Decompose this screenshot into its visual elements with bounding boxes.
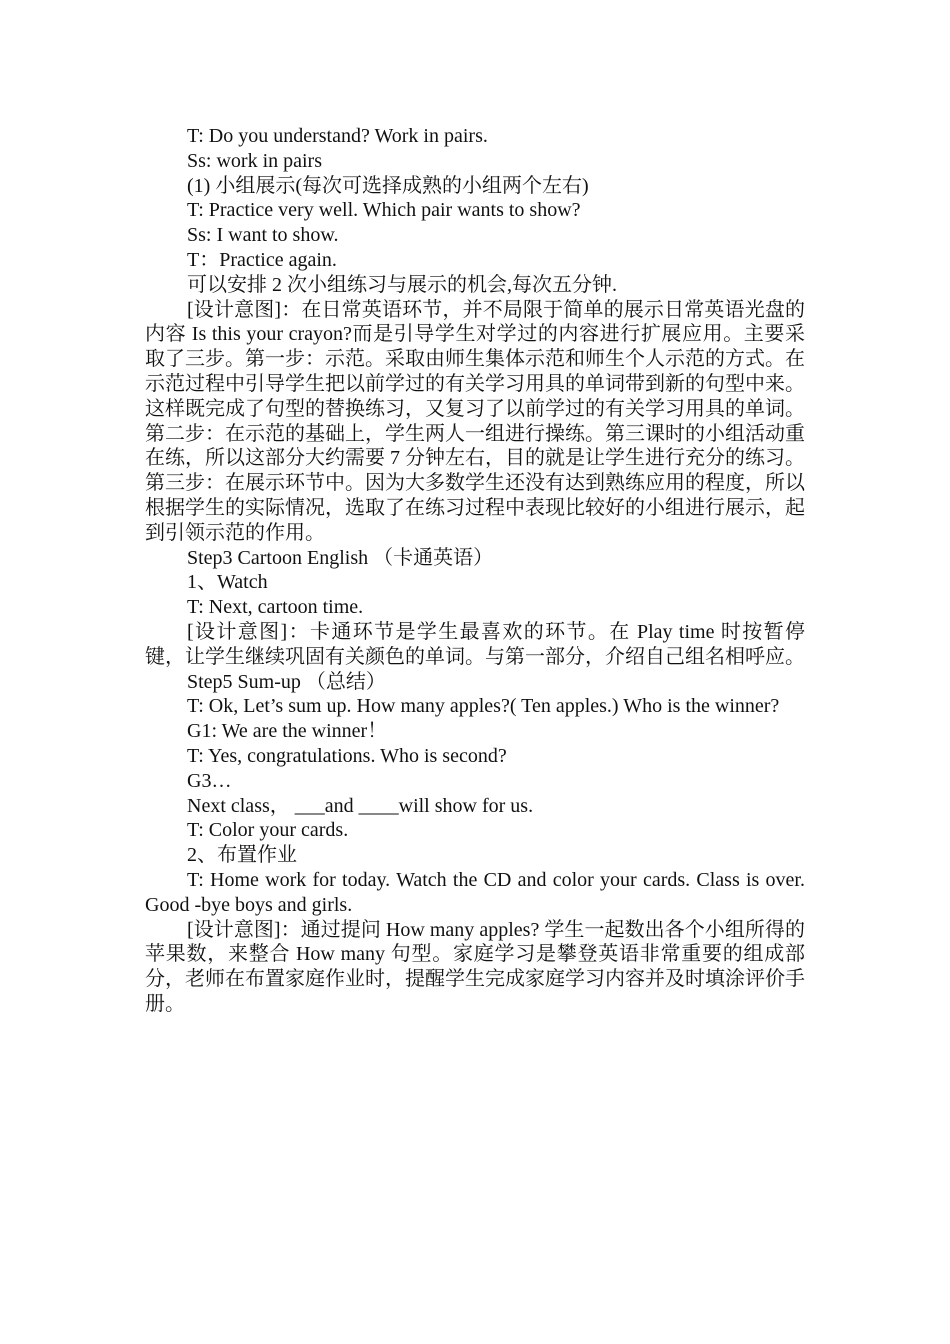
substep-heading: 2、布置作业 <box>187 844 297 867</box>
dialogue-line: T: Home work for today. Watch the CD and color your cards. Class is over. Good -bye boys and girls. <box>145 868 805 916</box>
dialogue-line: G1: We are the winner！ <box>187 720 388 743</box>
design-intent-paragraph: [设计意图]：在日常英语环节，并不局限于简单的展示日常英语光盘的内容 Is this your crayon?而是引导学生对学过的内容进行扩展应用。主要采取了三步。第一步：示范。采取由师生集体示范和师生个人示范的方式。在示范过程中引导学生把以前学过的有关学习用具的单词带到新的句型中来。这样既完成了句型的替换练习，又复习了以前学过的有关学习用具的单词。第二步：在示范的基础上，学生两人一组进行操练。第三课时的小组活动重在练，所以这部分大约需要 7 分钟左右，目的就是让学生进行充分的练习。第三步：在展示环节中。因为大多数学生还没有达到熟练应用的程度，所以根据学生的实际情况，选取了在练习过程中表现比较好的小组进行展示，起到引领示范的作用。 <box>145 298 805 544</box>
step-heading: Step3 Cartoon English （卡通英语） <box>187 546 494 569</box>
section-note: (1) 小组展示(每次可选择成熟的小组两个左右) <box>187 174 589 197</box>
dialogue-line: T: Yes, congratulations. Who is second? <box>187 744 507 767</box>
dialogue-line: Next class， ___and ____will show for us. <box>187 794 534 817</box>
dialogue-line: T: Color your cards. <box>187 819 349 842</box>
dialogue-line: G3… <box>187 769 232 792</box>
step-heading: Step5 Sum-up （总结） <box>187 670 386 693</box>
dialogue-line: T：Practice again. <box>187 248 337 271</box>
document-body <box>145 124 805 1017</box>
dialogue-line: T: Ok, Let’s sum up. How many apples?( Ten apples.) Who is the winner? <box>187 695 780 718</box>
dialogue-line: Ss: work in pairs <box>187 149 322 172</box>
dialogue-line: Ss: I want to show. <box>187 224 339 247</box>
dialogue-line: T: Do you understand? Work in pairs. <box>187 125 488 147</box>
design-intent-paragraph: [设计意图]：卡通环节是学生最喜欢的环节。在 Play time 时按暂停键，让学生继续巩固有关颜色的单词。与第一部分，介绍自己组名相呼应。 <box>145 620 805 668</box>
substep-heading: 1、Watch <box>187 571 268 594</box>
design-intent-paragraph: [设计意图]：通过提问 How many apples? 学生一起数出各个小组所得的苹果数，来整合 How many 句型。家庭学习是攀登英语非常重要的组成部分，老师在布置家庭作业时，提醒学生完成家庭学习内容并及时填涂评价手册。 <box>145 918 805 1015</box>
dialogue-line: T: Practice very well. Which pair wants to show? <box>187 199 581 222</box>
arrangement-note: 可以安排 2 次小组练习与展示的机会,每次五分钟. <box>187 273 617 296</box>
dialogue-line: T: Next, cartoon time. <box>187 596 364 619</box>
